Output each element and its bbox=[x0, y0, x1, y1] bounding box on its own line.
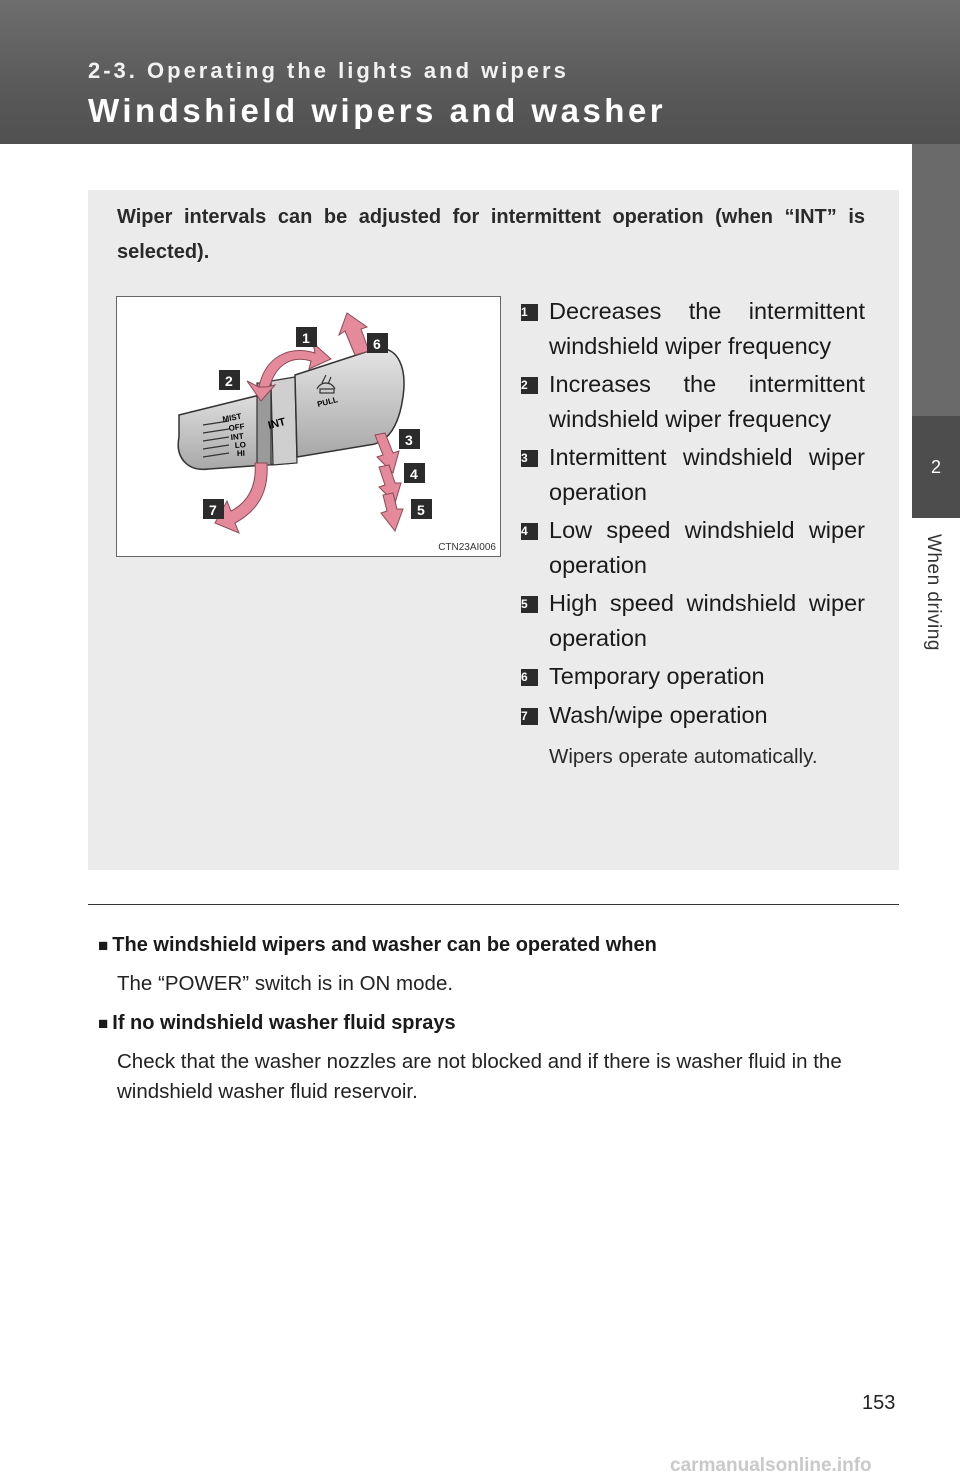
callout-1: 1 bbox=[302, 330, 310, 346]
topic-heading-text: If no windshield washer fluid sprays bbox=[112, 1012, 456, 1034]
arrow-7-wash bbox=[215, 463, 267, 533]
wiper-lever-illustration bbox=[117, 297, 500, 556]
legend-text: Wash/wipe operation bbox=[549, 701, 768, 728]
topic-heading bbox=[98, 1012, 456, 1035]
watermark: carmanualsonline.info bbox=[670, 1455, 872, 1476]
legend-text: High speed windshield wiper operation bbox=[549, 590, 865, 651]
wiper-lever-figure bbox=[116, 296, 501, 557]
legend-item bbox=[521, 659, 865, 694]
callout-6: 6 bbox=[373, 336, 381, 352]
chapter-tab-bar bbox=[912, 144, 960, 416]
legend-number: 2 bbox=[521, 377, 538, 394]
legend-number: 1 bbox=[521, 304, 538, 321]
legend-number: 4 bbox=[521, 523, 538, 540]
stalk-label-hi: HI bbox=[236, 448, 246, 458]
square-bullet-icon: ■ bbox=[98, 936, 109, 955]
legend-item bbox=[521, 513, 865, 582]
stalk-label-lo: LO bbox=[234, 440, 247, 450]
legend-item bbox=[521, 440, 865, 509]
pull-label: PULL bbox=[316, 395, 339, 409]
callout-3: 3 bbox=[405, 432, 413, 448]
chapter-number: 2 bbox=[912, 416, 960, 518]
legend-text: Low speed windshield wiper operation bbox=[549, 517, 865, 578]
page-header bbox=[0, 0, 960, 144]
legend-text: Intermittent windshield wiper operation bbox=[549, 444, 865, 505]
callout-5: 5 bbox=[417, 502, 425, 518]
topic-heading bbox=[98, 934, 657, 957]
legend-item bbox=[521, 586, 865, 655]
page-title: Windshield wipers and washer bbox=[88, 92, 667, 129]
figure-code: CTN23AI006 bbox=[438, 542, 496, 553]
callout-7: 7 bbox=[209, 502, 217, 518]
legend-item bbox=[521, 294, 865, 363]
intro-text: Wiper intervals can be adjusted for intermittent operation (when “INT” is selected). bbox=[117, 206, 865, 263]
legend-item bbox=[521, 698, 865, 733]
stalk-label-off: OFF bbox=[228, 421, 246, 433]
section-divider bbox=[88, 904, 899, 905]
page-number: 153 bbox=[862, 1392, 896, 1414]
legend-note: Wipers operate automatically. bbox=[549, 745, 818, 768]
legend-number: 3 bbox=[521, 450, 538, 467]
topic-body: The “POWER” switch is in ON mode. bbox=[117, 972, 454, 995]
callout-4: 4 bbox=[410, 466, 418, 482]
callout-2: 2 bbox=[225, 373, 233, 389]
legend-item bbox=[521, 367, 865, 436]
arrow-5-down bbox=[381, 493, 403, 531]
chapter-label: When driving bbox=[923, 534, 944, 651]
topic-body: Check that the washer nozzles are not blocked and if there is washer fluid in the windshield washer fluid reservoir. bbox=[117, 1050, 842, 1103]
topic-heading-text: The windshield wipers and washer can be operated when bbox=[112, 934, 657, 956]
legend-number: 5 bbox=[521, 596, 538, 613]
ring-label: INT bbox=[266, 415, 287, 432]
legend-number: 7 bbox=[521, 708, 538, 725]
legend-text: Temporary operation bbox=[549, 663, 765, 689]
legend-text: Decreases the intermittent windshield wiper frequency bbox=[549, 298, 865, 359]
arrow-6-up bbox=[339, 313, 369, 355]
square-bullet-icon: ■ bbox=[98, 1014, 109, 1033]
legend-list bbox=[521, 294, 865, 736]
stalk-label-int: INT bbox=[230, 431, 245, 442]
stalk-label-mist: MIST bbox=[221, 411, 243, 424]
legend-text: Increases the intermittent windshield wiper frequency bbox=[549, 371, 865, 432]
legend-number: 6 bbox=[521, 669, 538, 686]
section-heading: 2-3. Operating the lights and wipers bbox=[88, 58, 569, 83]
